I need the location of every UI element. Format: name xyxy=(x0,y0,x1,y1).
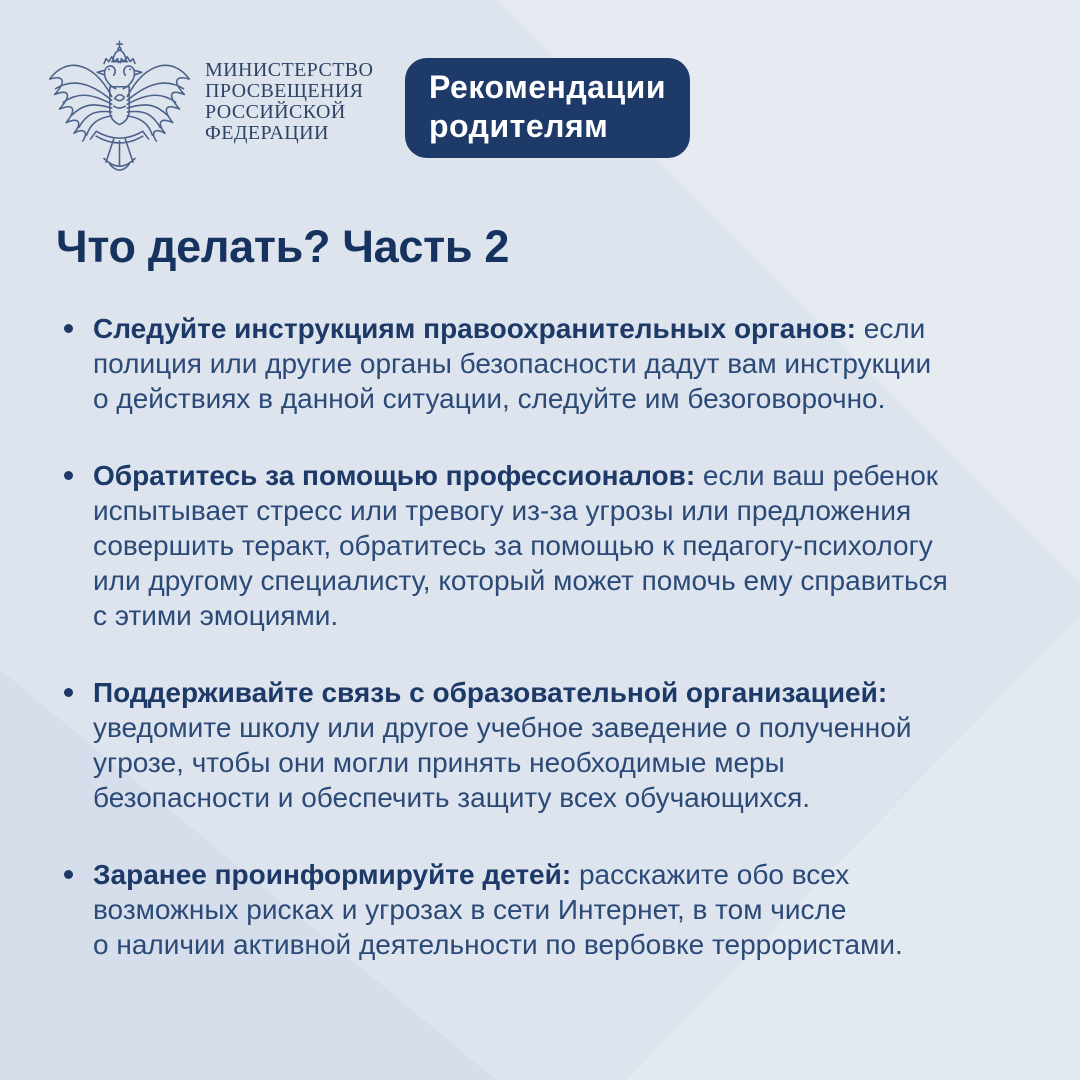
recommendation-lead: Поддерживайте связь с образовательной организацией: xyxy=(93,677,888,708)
recommendations-list xyxy=(55,311,955,1004)
recommendation-lead: Следуйте инструкциям правоохранительных органов: xyxy=(93,313,856,344)
recommendation-lead: Заранее проинформируйте детей: xyxy=(93,859,572,890)
recommendation-body: если полиция или другие органы безопасности дадут вам инструкции о действиях в данной ситуации, следуйте им безоговорочно. xyxy=(93,313,932,414)
ministry-name xyxy=(205,60,373,144)
ministry-name-line: МИНИСТЕРСТВО xyxy=(205,59,374,81)
recommendation-item xyxy=(55,675,955,815)
page-title: Что делать? Часть 2 xyxy=(56,221,510,272)
recommendation-item xyxy=(55,311,955,416)
recommendation-body: расскажите обо всех возможных рисках и угрозах в сети Интернет, в том числе о наличии активной деятельности по вербовке террористами. xyxy=(93,859,903,960)
ministry-name-line: РОССИЙСКОЙ xyxy=(205,101,346,123)
recommendation-item xyxy=(55,857,955,962)
ministry-name-line: ФЕДЕРАЦИИ xyxy=(205,122,329,144)
recommendation-body: уведомите школу или другое учебное заведение о полученной угрозе, чтобы они могли принять необходимые меры безопасности и обеспечить защиту всех обучающихся. xyxy=(93,712,912,813)
recommendation-item xyxy=(55,458,955,633)
recommendation-lead: Обратитесь за помощью профессионалов: xyxy=(93,460,696,491)
badge-line: Рекомендации xyxy=(429,69,666,105)
badge-line: родителям xyxy=(429,108,609,144)
recommendations-badge xyxy=(405,58,690,158)
ministry-name-line: ПРОСВЕЩЕНИЯ xyxy=(205,80,364,102)
ministry-emblem-icon xyxy=(42,36,197,186)
recommendation-body: если ваш ребенок испытывает стресс или тревогу из-за угрозы или предложения совершить теракт, обратитесь за помощью к педагогу-психологу или другому специалисту, который может помочь ему справиться с этими эмоциями. xyxy=(93,460,948,631)
